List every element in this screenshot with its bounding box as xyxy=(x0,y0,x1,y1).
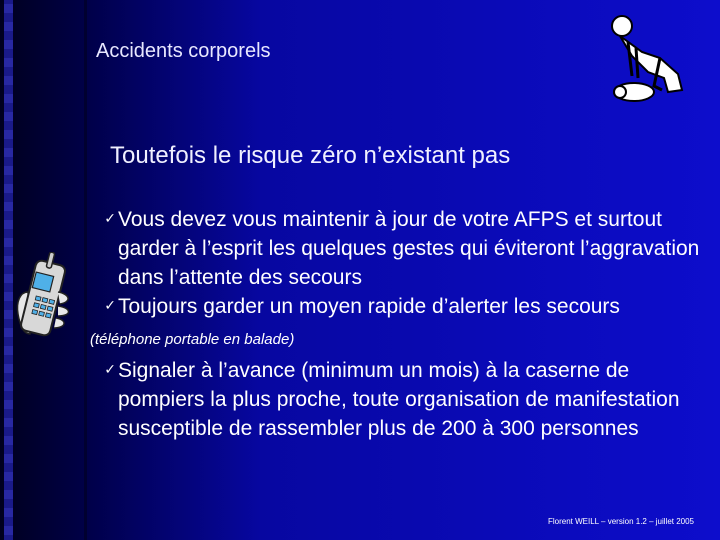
slide-subtitle: Toutefois le risque zéro n’existant pas xyxy=(110,142,511,169)
bullet-item xyxy=(86,292,706,321)
bullet-text: Signaler à l’avance (minimum un mois) à la caserne de pompiers la plus proche, toute organisation de manifestation susceptible de rassembler plus de 200 à 300 personnes xyxy=(118,359,680,440)
footer-credit: Florent WEILL – version 1.2 – juillet 2005 xyxy=(548,517,695,526)
bullet-item xyxy=(86,205,706,292)
bullet-text: Vous devez vous maintenir à jour de votre AFPS et surtout garder à l’esprit les quelques gestes qui éviteront l’aggravation dans l’attente des secours xyxy=(118,208,700,289)
check-icon: ✓ xyxy=(104,211,116,227)
mobile-phone-icon xyxy=(14,252,76,342)
check-icon: ✓ xyxy=(104,298,116,314)
bullet-text: Toujours garder un moyen rapide d’alerter les secours xyxy=(118,295,620,318)
bullet-item xyxy=(86,356,706,443)
header-title: Accidents corporels xyxy=(96,40,271,62)
note-text: (téléphone portable en balade) xyxy=(90,331,295,348)
cpr-rescuer-icon xyxy=(598,12,690,106)
check-icon: ✓ xyxy=(104,362,116,378)
